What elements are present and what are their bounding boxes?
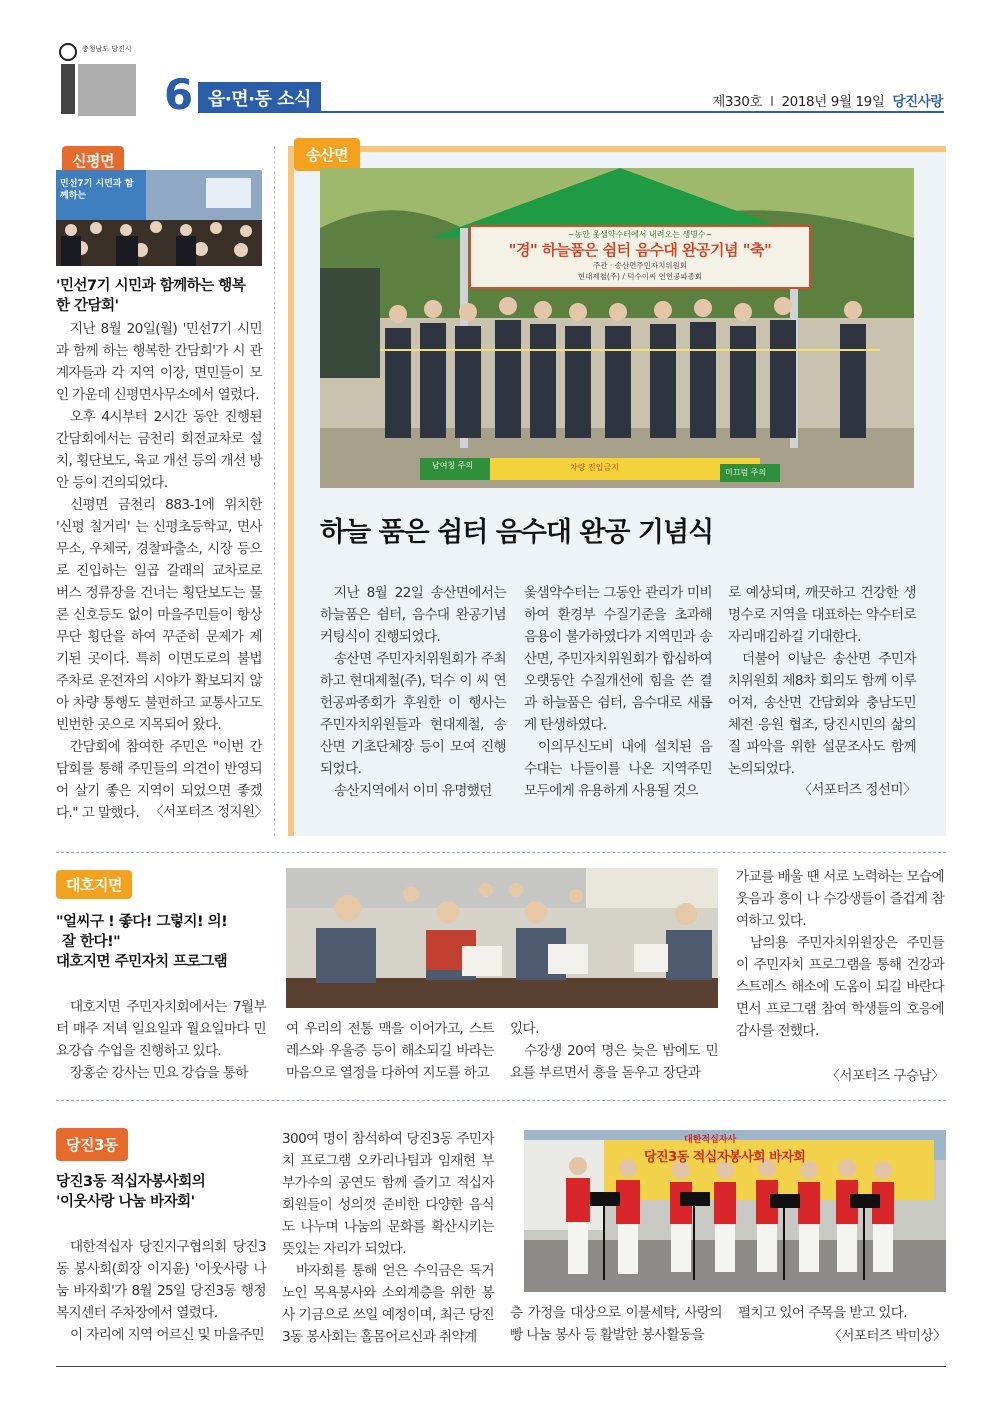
songsan-col2 [524,582,712,802]
logo-text: 충청남도 당진시 [82,45,132,53]
issue-info [712,90,943,110]
banner-host: 주관 · 송산면주민자치위원회 [592,261,688,270]
paragraph: 수강생 20여 명은 늦은 밤에도 민요를 부르면서 흥을 돋우고 장단과 [510,1043,718,1081]
paragraph: 송산면 주민자치위원회가 주최하고 현대제철(주), 덕수 이 씨 연헌공파종회가 후원한 이 행사는 주민자치위원들과 현대제철, 송산면 기초단체장 등이 모여 진행되었다. [320,651,506,777]
dangjin3-subtitle [56,1172,266,1212]
sinpyeong-photo [56,170,262,266]
paragraph: 가교를 배울 땐 서로 노력하는 모습에 웃음과 흥이 나 수강생들이 즐겁게 참여하고 있다. [736,869,944,929]
banner-sponsor: 현대제철(주) / 덕수이씨 연헌공파종회 [577,272,703,281]
daeho-subtitle [56,912,268,972]
paragraph: 있다. [510,1021,539,1037]
dangjin3-col4 [738,1302,946,1324]
dangjin3-col1 [56,1236,266,1346]
dangjin3-signature: 〈서포터즈 박미상〉 [828,1328,946,1344]
section-tag-songsan: 송산면 [294,138,360,171]
songsan-signature: 〈서포터즈 정선미〉 [798,782,916,798]
section-label: 읍·면·동 소식 [198,82,321,112]
dangjin3-photo [524,1130,946,1292]
subtitle-line: 당진3동 적십자봉사회의 [56,1174,206,1190]
dangjin3-photo-banner-2: 당진3동 적십자봉사회 바자회 [644,1150,806,1165]
paper-logo [58,42,138,118]
daeho-col1 [56,996,266,1084]
footer-rule [56,1366,946,1367]
paragraph: 옻샘약수터는 그동안 관리가 미비하여 환경부 수질기준을 초과해 음용이 불가하였다가 지역민과 송산면, 주민자치위원회가 합심하여 오랫동안 수질개선에 힘을 쓴 결과 하늘품은 쉼터, 음수대로 새롭게 탄생하였다. [524,585,712,733]
dangjin3-photo-banner: 대한적십자사 [684,1135,737,1145]
section-divider [56,852,946,853]
section-tag-sinpyeong: 신평면 [62,146,124,175]
sinpyeong-signature: 〈서포터즈 정지원〉 [150,804,268,820]
issue-number: 제330호 [712,94,763,110]
songsan-photo [320,168,914,488]
paragraph: 바자회를 통해 얻은 수익금은 독거노인 목욕봉사와 소외계층을 위한 봉사 기금으로 쓰일 예정이며, 최근 당진3동 봉사회는 홀몸어르신과 취약계 [282,1263,494,1345]
subtitle-line: 대호지면 주민자치 프로그램 [56,954,228,970]
songsan-col1 [320,582,506,802]
paragraph: 지난 8월 22일 송산면에서는 하늘품은 쉼터, 음수대 완공기념 커팅식이 진행되었다. [320,585,506,645]
paragraph: 더불어 이날은 송산면 주민자치위원회 제8차 회의도 함께 이루어져, 송산면 간담회와 충남도민체전 응원 협조, 당진시민의 삶의 질 파악을 위한 설문조사도 함께 논의되었다. [728,651,916,777]
paper-name: 당진사랑 [892,94,943,110]
sinpyeong-photo-banner: 민선7기 시민과 함께하는 [60,179,134,201]
paragraph: 남의용 주민자치위원장은 주민들이 주민자치 프로그램을 통해 건강과 스트레스 해소에 도움이 되길 바란다면서 프로그램 참여 학생들의 호응에 감사를 전했다. [736,935,944,1039]
dangjin3-col3 [510,1302,722,1346]
issue-date: 2018년 9월 19일 [781,94,885,110]
page-number: 6 [164,70,194,119]
songsan-banner [470,226,810,288]
section-tag-daeho: 대호지면 [56,870,132,899]
paragraph: 펼치고 있어 주목을 받고 있다. [738,1305,907,1321]
paragraph: 장홍순 강사는 민요 강습을 통하 [70,1065,248,1081]
paragraph: 로 예상되며, 깨끗하고 건강한 생명수로 지역을 대표하는 약수터로 자리매김하길 기대한다. [728,585,916,645]
dangjin3-col2 [282,1128,494,1348]
paragraph: 이의무신도비 내에 설치된 음수대는 나들이를 나온 지역주민 모두에게 유용하게 사용될 것으 [524,739,712,799]
paragraph: 오후 4시부터 2시간 동안 진행된 간담회에서는 금천리 회전교차로 설치, 횡단보도, 육교 개선 등의 개선 방안 등이 건의되었다. [56,409,262,491]
sinpyeong-body [56,318,268,824]
paragraph: 대한적십자 당진지구협의회 당진3동 봉사회(회장 이지윤) '이웃사랑 나눔 바자회'가 8월 25일 당진3동 행정복지센터 주차장에서 열렸다. [56,1239,266,1321]
paragraph: 이 자리에 지역 어르신 및 마을주민 [70,1327,265,1343]
section-divider [56,1100,946,1101]
sign-1: 남여칭 주의 [432,461,474,470]
sign-3: 미끄럼 주의 [725,468,767,477]
paragraph: 대호지면 주민자치회에서는 7월부터 매주 저녁 일요일과 월요일마다 민요강습 수업을 진행하고 있다. [56,999,266,1059]
paragraph: 여 우리의 전통 맥을 이어가고, 스트레스와 우울증 등이 해소되길 바라는 마음으로 열정을 다하여 지도를 하고 [286,1021,494,1081]
banner-small: ~농안 옻샘약수터에서 내려오는 생명수~ [567,230,713,239]
header-rule [198,111,944,113]
paragraph: 300여 명이 참석하여 당진3동 주민자치 프로그램 오카리나팀과 임재현 부부가수의 공연도 함께 즐기고 적십자 회원들이 성의껏 준비한 다양한 음식도 나누며 나눔의 문화를 확산시키는 뜻있는 자리가 되었다. [282,1131,494,1257]
banner-main: "경" 하늘품은 쉼터 음수대 완공기념 "축" [508,241,772,259]
paragraph: 간담회에 참여한 주민은 "이번 간담회를 통해 주민들의 의견이 반영되어 살기 좋은 지역이 되었으면 좋겠다." 고 말했다. [56,739,262,821]
paragraph: 층 가정을 대상으로 이불세탁, 사랑의 빵 나눔 봉사 등 활발한 봉사활동을 [510,1305,722,1343]
subtitle-line: "얼씨구 ! 좋다! 그렇지! 의! [56,914,228,930]
daeho-signature: 〈서포터즈 구승남〉 [826,1068,944,1084]
daeho-col2 [286,1018,494,1084]
subtitle-line: 잘 한다!" [62,934,121,950]
paragraph: 신평면 금천리 883-1에 위치한 '신평 칠거리' 는 신평초등학교, 면사무소, 우체국, 경찰파출소, 시장 등으로 진입하는 일곱 갈래의 교차로로 버스 정류장을 건너는 횡단보도는 물론 신호등도 없이 마을주민들이 항상 무단 횡단을 하여 꾸준히 문제가 제기된 곳이다. 특히 이면도로의 불법 주차로 운전자의 시야가 확보되지 않아 차량 통행도 불편하고 교통사고도 빈번한 곳으로 지목되어 왔다. [56,497,262,733]
sign-2: 차량 진입금지 [570,463,619,472]
sinpyeong-subtitle: '민선7기 시민과 함께하는 행복한 간담회' [56,278,246,314]
daeho-col4 [736,866,944,1042]
songsan-headline: 하늘 품은 쉼터 음수대 완공 기념식 [320,517,714,548]
paragraph: 송산지역에서 이미 유명했던 [334,783,492,799]
column-divider [274,146,275,836]
issue-separator: I [769,94,774,110]
paragraph: 지난 8월 20일(월) '민선7기 시민과 함께 하는 행복한 간담회'가 시 관계자들과 각 지역 이장, 면민들이 모인 가운데 신평면사무소에서 열렸다. [56,321,262,403]
daeho-photo [286,868,718,1008]
section-tag-dangjin3: 당진3동 [56,1128,128,1161]
songsan-col3 [728,582,916,780]
daeho-col3 [510,1018,718,1084]
subtitle-line: '이웃사랑 나눔 바자회' [56,1194,195,1210]
